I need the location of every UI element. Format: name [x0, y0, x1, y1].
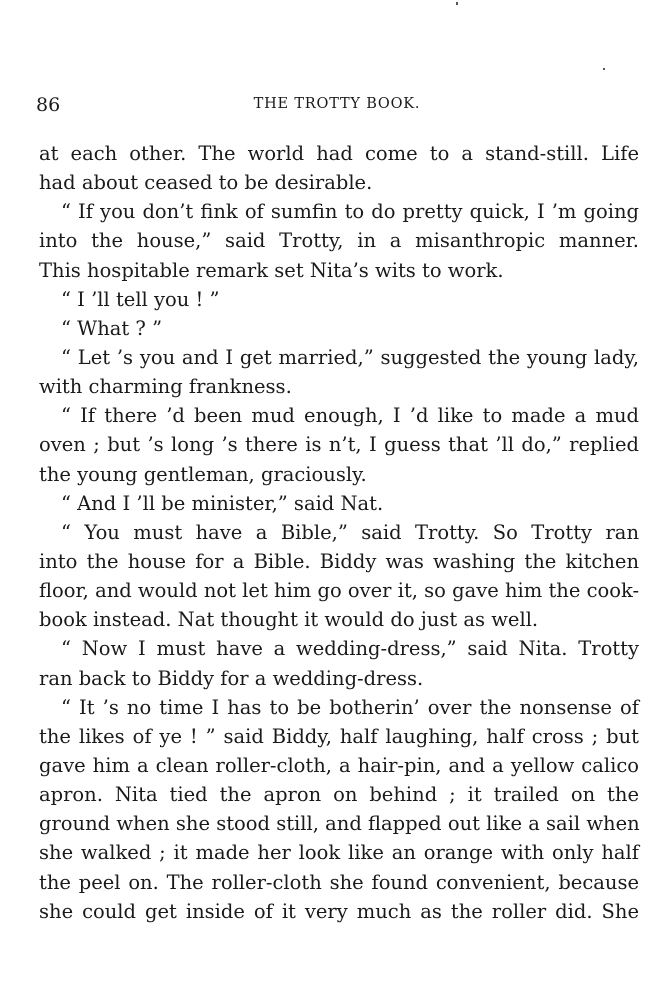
text-line: “ It ’s no time I has to be botherin’ over the nonsense of: [61, 695, 639, 719]
text-line: “ What ? ”: [61, 316, 163, 340]
text-line: “ I ’ll tell you ! ”: [61, 287, 220, 311]
text-line: the peel on. The roller-cloth she found convenient, because: [39, 870, 639, 894]
print-speck: [603, 68, 605, 70]
text-line: the young gentleman, graciously.: [39, 462, 367, 486]
text-line: “ If you don’t fink of sumfin to do pretty quick, I ’m going: [61, 200, 639, 224]
page-number: 86: [36, 94, 61, 116]
text-line: ran back to Biddy for a wedding-dress.: [39, 666, 424, 690]
body-text: [39, 139, 639, 926]
text-line: “ Now I must have a wedding-dress,” said Nita. Trotty: [61, 637, 639, 661]
text-line: “ You must have a Bible,” said Trotty. So Trotty ran: [61, 520, 639, 544]
running-title: THE TROTTY BOOK.: [253, 96, 421, 112]
text-line: with charming frankness.: [39, 375, 292, 399]
text-line: the likes of ye ! ” said Biddy, half laughing, half cross ; but: [39, 724, 639, 748]
text-line: apron. Nita tied the apron on behind ; it trailed on the: [39, 783, 639, 807]
text-line: book instead. Nat thought it would do just as well.: [39, 608, 539, 632]
text-line: into the house for a Bible. Biddy was washing the kitchen: [39, 549, 639, 573]
text-line: floor, and would not let him go over it, so gave him the cook-: [39, 579, 640, 603]
print-speck: [456, 2, 458, 5]
text-line: oven ; but ’s long ’s there is n’t, I guess that ’ll do,” replied: [39, 433, 639, 457]
page-header: [36, 94, 638, 118]
text-line: “ If there ’d been mud enough, I ’d like to made a mud: [61, 404, 639, 428]
text-line: she walked ; it made her look like an orange with only half: [39, 841, 639, 865]
text-line: into the house,” said Trotty, in a misanthropic manner.: [39, 229, 639, 253]
text-line: at each other. The world had come to a stand-still. Life: [39, 142, 639, 165]
text-line: gave him a clean roller-cloth, a hair-pin, and a yellow calico: [39, 753, 639, 777]
text-line: This hospitable remark set Nita’s wits to work.: [39, 258, 504, 282]
text-line: ground when she stood still, and flapped out like a sail when: [39, 812, 640, 836]
text-line: “ Let ’s you and I get married,” suggested the young lady,: [61, 345, 639, 369]
text-line: “ And I ’ll be minister,” said Nat.: [61, 491, 384, 515]
text-line: she could get inside of it very much as the roller did. She: [39, 899, 639, 923]
text-line: had about ceased to be desirable.: [39, 171, 373, 195]
